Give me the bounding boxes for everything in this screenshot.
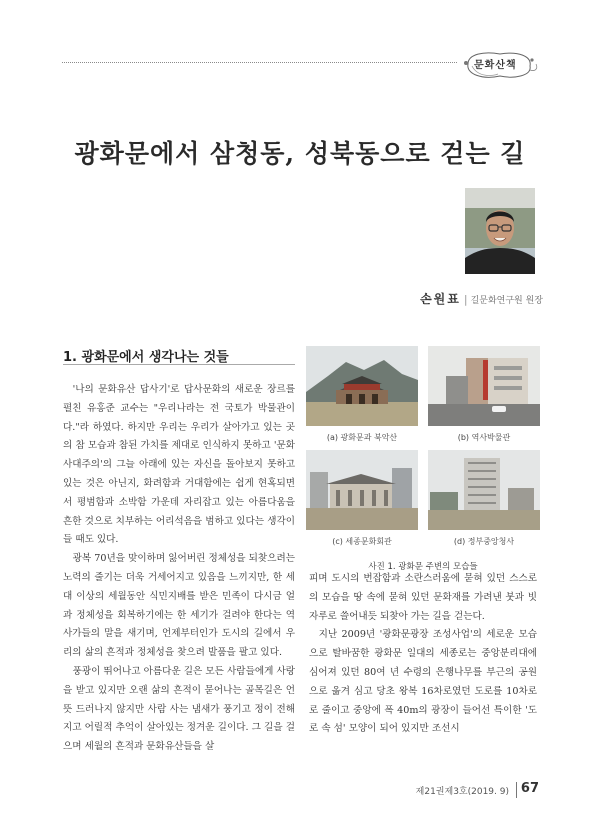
body-column-right [309, 570, 537, 739]
header-rule [62, 62, 457, 63]
photo-caption-c: (c) 세종문화회관 [332, 537, 392, 546]
issue-info: 제21권제3호(2019. 9) [415, 787, 509, 797]
author-name: 손원표 [420, 292, 461, 306]
article-title: 광화문에서 삼청동, 성북동으로 걷는 길 [74, 139, 526, 168]
photo-caption-a: (a) 광화문과 북악산 [326, 433, 398, 442]
page-number: 67 [520, 781, 539, 796]
paragraph: 풍광이 뛰어나고 아름다운 길은 모든 사람들에게 사랑을 받고 있지만 오랜 삶의 흔적이 묻어나는 골목길은 언뜻 드러나지 않지만 사람 사는 냄새가 풍기고 정이 전해지고 어릴적 추억이 살아있는 정겨운 길이다. 그 길을 걸으며 세월의 흔적과 문화유산들을 살 [63, 665, 295, 753]
badge-label: 문화산책 [474, 60, 517, 71]
section-rule [63, 364, 295, 365]
author-byline [355, 288, 543, 307]
figure-caption: 사진 1. 광화문 주변의 모습들 [368, 562, 478, 572]
photo-sejong-center [306, 450, 418, 530]
page-footer [404, 781, 539, 797]
footer-divider [516, 782, 517, 798]
author-photo [465, 188, 535, 274]
paragraph: 피며 도시의 번잡함과 소란스러움에 묻혀 있던 스스로의 모습을 땅 속에 묻혀 있던 문화재를 가려낸 붓과 빗자루로 쓸어내듯 되찾아 가는 길을 걷는다. [309, 573, 537, 622]
paragraph: 광복 70년을 맞이하며 잃어버린 정체성을 되찾으려는 노력의 줄기는 더욱 거세어지고 있음을 느끼지만, 한 세대 이상의 세월동안 식민지배를 받은 민족이 다시금 얼과 정체성을 회복하기에는 한 세기가 걸려야 한다는 역사가들의 말을 새기며, 언제부터인가 도시의 길에서 우리의 삶의 흔적과 정체성을 찾으려 발품을 팔고 있다. [63, 553, 295, 659]
author-affiliation: 길문화연구원 원장 [470, 296, 543, 306]
photo-government-complex [428, 450, 540, 530]
photo-history-museum [428, 346, 540, 426]
section-badge [460, 46, 540, 82]
paragraph: 지난 2009년 '광화문광장 조성사업'의 세로운 모습으로 탈바꿈한 광화문 일대의 세종로는 중앙분리대에 심어져 있던 80여 년 수령의 은행나무를 부근의 공원으로 옮겨 심고 당초 왕복 16차로였던 도로를 10차로로 줄이고 중앙에 폭 40m의 광장이 들어선 특이한 '도로 속 섬' 모양이 되어 있지만 조선시 [309, 629, 537, 735]
body-column-left [63, 381, 295, 757]
photo-caption-b: (b) 역사박물관 [457, 433, 511, 442]
paragraph: '나의 문화유산 답사기'로 답사문화의 새로운 장르를 펼친 유홍준 교수는 "우리나라는 전 국토가 박물관이다."라 하였다. 하지만 우리는 우리가 살아가고 있는 곳의 참 모습과 참된 가치를 제대로 인식하지 못하고 '문화사대주의'의 그늘 아래에 있는 자신을 돌아보지 못하고 있는 것은 아닌지, 화려함과 거대함에는 쉽게 현혹되면서 평범함과 소박함 가운데 자리잡고 있는 아름다움을 흔한 것으로 치부하는 어리석음을 범하고 있다는 생각이 들 때도 있다. [63, 384, 295, 546]
byline-separator: | [463, 293, 468, 306]
photo-caption-d: (d) 정부중앙청사 [453, 537, 515, 546]
photo-gwanghwamun [306, 346, 418, 426]
section-heading: 1. 광화문에서 생각나는 것들 [63, 350, 229, 365]
